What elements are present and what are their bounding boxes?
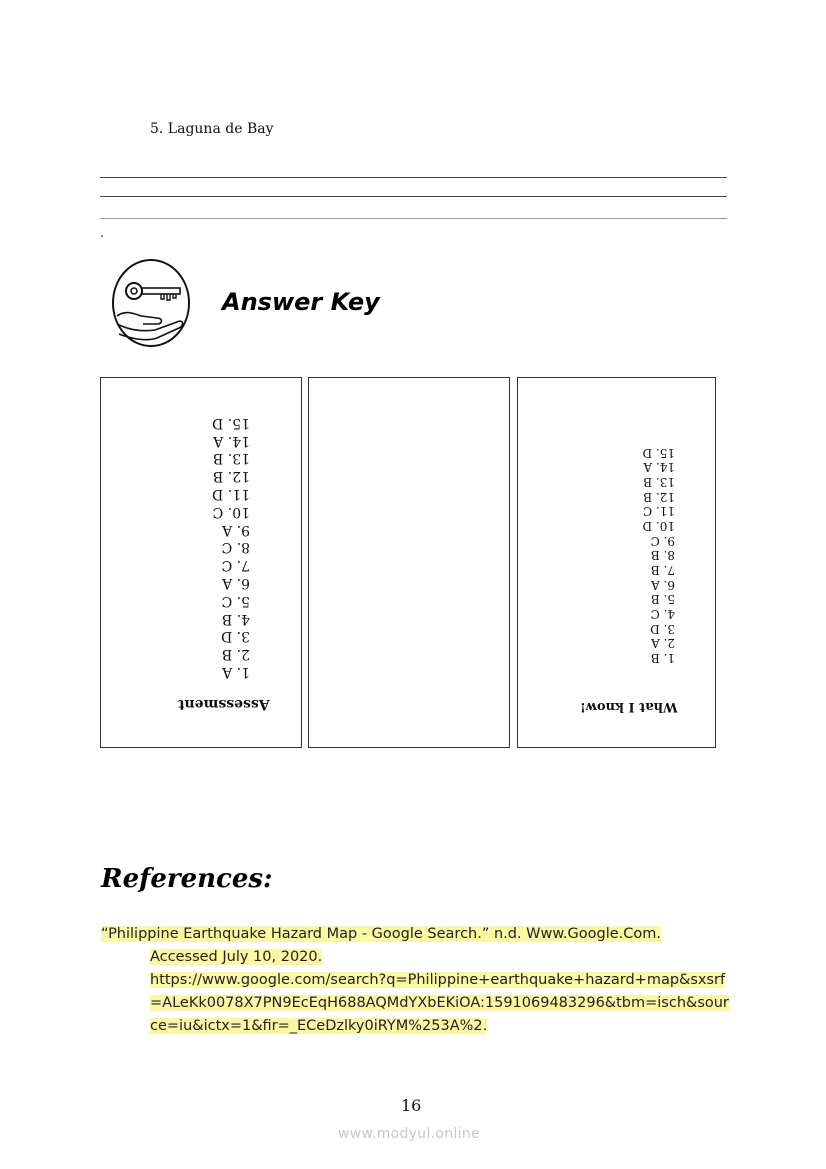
references-title: References: bbox=[101, 864, 273, 894]
what-i-know-answer-15: 15. D bbox=[642, 445, 675, 460]
assessment-answer-list bbox=[125, 413, 275, 680]
assessment-answer-12: 12. B bbox=[212, 468, 250, 485]
assessment-header: Assessment bbox=[178, 696, 270, 712]
footer-watermark: www.modyul.online bbox=[338, 1126, 480, 1142]
answer-line-3 bbox=[100, 218, 727, 219]
key-in-hand-icon bbox=[111, 258, 191, 348]
assessment-answer-5: 5. C bbox=[221, 592, 250, 609]
what-i-know-answer-6: 6. A bbox=[651, 577, 675, 592]
what-i-know-answer-10: 10. D bbox=[642, 519, 675, 534]
activity-item-5: 5. Laguna de Bay bbox=[150, 121, 274, 137]
assessment-answer-1: 1. A bbox=[222, 663, 250, 680]
assessment-answer-6: 6. A bbox=[222, 574, 250, 591]
assessment-answer-8: 8. C bbox=[221, 539, 250, 556]
assessment-answer-4: 4. B bbox=[221, 610, 250, 627]
assessment-answer-15: 15. D bbox=[212, 414, 250, 431]
answer-line-1 bbox=[100, 177, 727, 178]
assessment-answer-7: 7. C bbox=[221, 557, 250, 574]
assessment-answer-2: 2. B bbox=[221, 646, 250, 663]
assessment-answer-11: 11. D bbox=[212, 485, 250, 502]
what-i-know-answer-8: 8. B bbox=[650, 548, 675, 563]
what-i-know-answer-5: 5. B bbox=[650, 592, 675, 607]
assessment-answer-10: 10. C bbox=[212, 503, 250, 520]
what-i-know-answer-9: 9. C bbox=[650, 533, 675, 548]
what-i-know-answer-4: 4. C bbox=[650, 607, 675, 622]
reference-entry bbox=[101, 923, 731, 1038]
what-i-know-answer-7: 7. B bbox=[650, 563, 675, 578]
what-i-know-answer-13: 13. B bbox=[643, 475, 675, 490]
what-i-know-header: What I know! bbox=[580, 699, 678, 714]
what-i-know-answer-12: 12. B bbox=[643, 489, 675, 504]
assessment-answer-3: 3. D bbox=[220, 628, 250, 645]
reference-accessed: Accessed July 10, 2020. bbox=[150, 949, 323, 965]
stray-mark: . bbox=[100, 226, 104, 240]
assessment-answer-14: 14. A bbox=[213, 432, 250, 449]
assessment-answer-9: 9. A bbox=[222, 521, 250, 538]
reference-url[interactable]: https://www.google.com/search?q=Philippine+earthquake+hazard+map&sxsrf=ALeKk0078X7PN9EcEqH688AQMdYXbEKiOA:1591069483296&tbm=isch&source=iu&ictx=1&fir=_ECeDzlky0iRYM%253A%2. bbox=[150, 972, 729, 1034]
what-i-know-answer-1: 1. B bbox=[650, 651, 675, 666]
assessment-answer-13: 13. B bbox=[212, 450, 250, 467]
page-number: 16 bbox=[401, 1096, 422, 1115]
answer-key-title: Answer Key bbox=[222, 288, 380, 316]
what-i-know-answer-3: 3. D bbox=[650, 621, 675, 636]
blank-answer-box bbox=[308, 377, 510, 748]
what-i-know-answer-14: 14. A bbox=[643, 460, 675, 475]
what-i-know-answer-11: 11. C bbox=[642, 504, 675, 519]
reference-citation: “Philippine Earthquake Hazard Map - Google Search.” n.d. Www.Google.Com. bbox=[101, 926, 661, 942]
answer-line-2 bbox=[100, 196, 727, 197]
what-i-know-answer-list bbox=[540, 445, 690, 665]
what-i-know-answer-2: 2. A bbox=[651, 636, 675, 651]
